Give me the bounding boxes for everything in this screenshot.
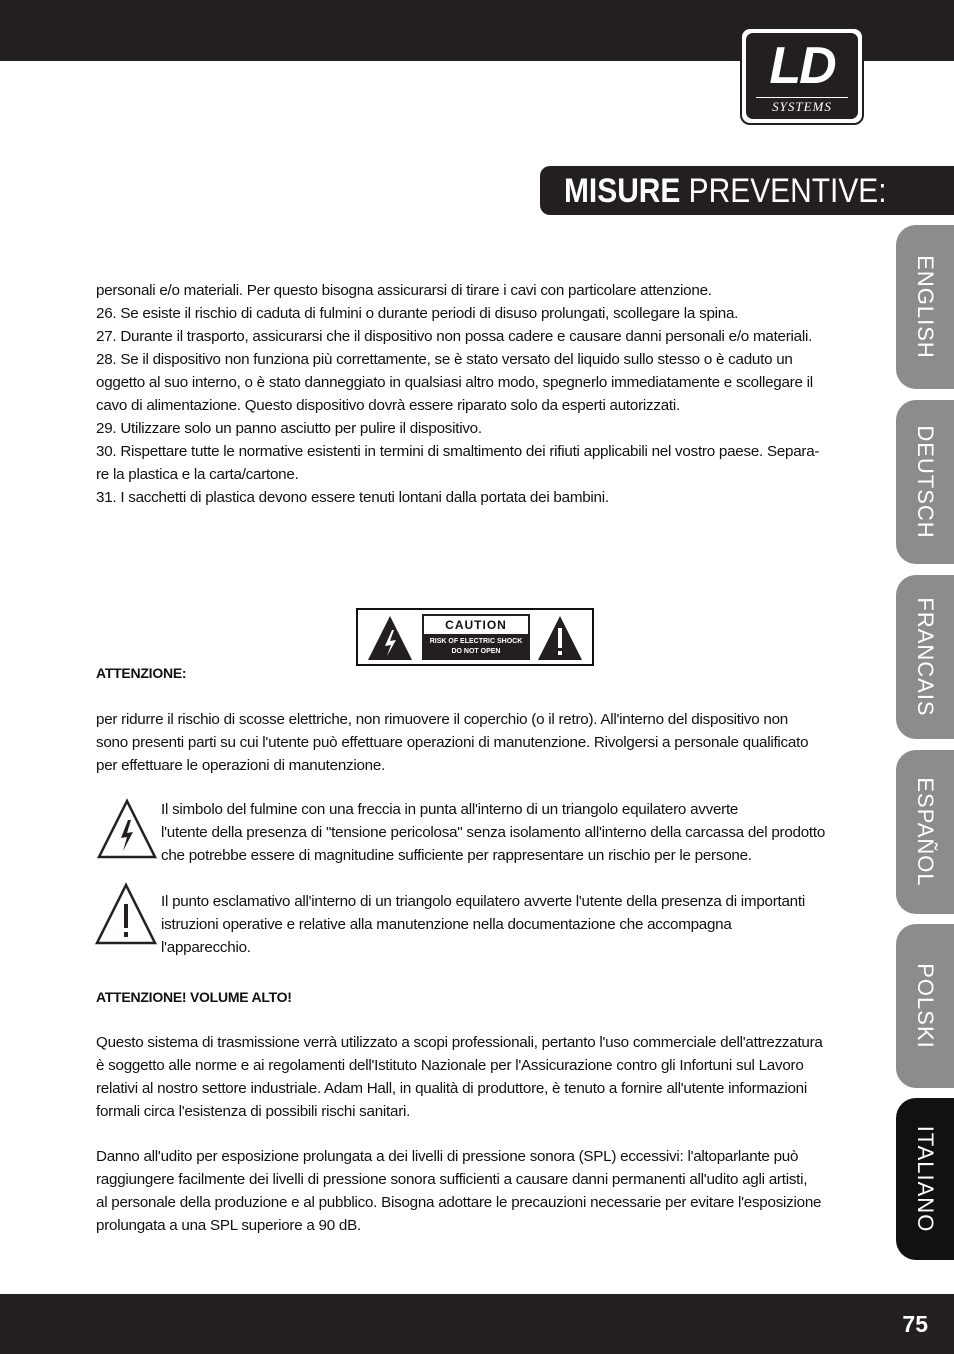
- text-line: formali circa l'esistenza di possibili rischi sanitari.: [96, 1103, 411, 1120]
- tab-francais[interactable]: [896, 575, 954, 739]
- attention-paragraph: [96, 708, 861, 777]
- tab-label: POLSKI: [913, 963, 938, 1049]
- text-line: Il simbolo del fulmine con una freccia in punta all'interno di un triangolo equilatero avverte: [161, 801, 739, 818]
- tab-label: FRANCAIS: [913, 597, 938, 717]
- text-line: oggetto al suo interno, o è stato danneggiato in qualsiasi altro modo, spegnerlo immediatamente e scollegare il: [96, 374, 813, 391]
- text-line: al personale della produzione e al pubblico. Bisogna adottare le precauzioni necessarie per evitare l'esposizione: [96, 1194, 822, 1211]
- caution-line: RISK OF ELECTRIC SHOCK: [429, 638, 523, 645]
- text-line: Danno all'udito per esposizione prolungata a dei livelli di pressione sonora (SPL) eccessivi: l'altoparlante può: [96, 1148, 799, 1165]
- lightning-triangle-icon: [96, 798, 158, 860]
- exclamation-triangle-icon: [94, 882, 158, 946]
- text-line: prolungata a una SPL superiore a 90 dB.: [96, 1217, 361, 1234]
- text-line: 27. Durante il trasporto, assicurarsi che il dispositivo non possa cadere e causare danni personali e/o materiali.: [96, 328, 813, 345]
- caution-subtitle: [422, 637, 530, 657]
- logo-sub-text: SYSTEMS: [772, 99, 832, 114]
- bottom-bar: [0, 1294, 954, 1354]
- text-line: relativi al nostro settore industriale. Adam Hall, in qualità di produttore, è tenuto a fornire all'utente informazioni: [96, 1080, 807, 1097]
- page-number: 75: [902, 1311, 928, 1337]
- lightning-warning-icon: [366, 614, 414, 662]
- text-line: cavo di alimentazione. Questo dispositivo dovrà essere riparato solo da esperti autorizzati.: [96, 397, 680, 414]
- text-line: raggiungere facilmente dei livelli di pressione sonora sufficienti a causare danni permanenti all'udito agli artisti,: [96, 1171, 808, 1188]
- tab-english[interactable]: [896, 225, 954, 389]
- text-line: 28. Se il dispositivo non funziona più correttamente, se è stato versato del liquido sullo stesso o è caduto un: [96, 351, 793, 368]
- intro-paragraph: [96, 279, 861, 509]
- tab-label: ESPAÑOL: [913, 777, 938, 887]
- caution-text-block: [422, 614, 530, 660]
- caution-line: DO NOT OPEN: [451, 648, 501, 655]
- text-line: Il punto esclamativo all'interno di un triangolo equilatero avverte l'utente della presenza di importanti: [161, 893, 805, 910]
- text-line: che potrebbe essere di magnitudine sufficiente per rappresentare un rischio per le persone.: [161, 847, 752, 864]
- section-heading: [540, 166, 954, 215]
- text-line: è soggetto alle norme e ai regolamenti dell'Istituto Nazionale per l'Assicurazione contro gli Infortuni sul Lavoro: [96, 1057, 804, 1074]
- volume-paragraph-1: [96, 1031, 861, 1123]
- text-line: l'utente della presenza di "tensione pericolosa" senza isolamento all'interno della carcassa del prodotto: [161, 824, 826, 841]
- logo-divider: [756, 97, 848, 98]
- tab-polski[interactable]: [896, 924, 954, 1088]
- volume-paragraph-2: [96, 1145, 861, 1237]
- text-line: l'apparecchio.: [161, 939, 251, 956]
- tab-deutsch[interactable]: [896, 400, 954, 564]
- text-line: per ridurre il rischio di scosse elettriche, non rimuovere il coperchio (o il retro). All'interno del dispositivo non: [96, 711, 788, 728]
- tab-italiano[interactable]: [896, 1098, 954, 1260]
- text-line: 30. Rispettare tutte le normative esistenti in termini di smaltimento dei rifiuti applicabili nel vostro paese. Separa-: [96, 443, 820, 460]
- logo-main-text: LD: [769, 37, 835, 95]
- text-line: re la plastica e la carta/cartone.: [96, 466, 299, 483]
- text-line: personali e/o materiali. Per questo bisogna assicurarsi di tirare i cavi con particolare attenzione.: [96, 282, 712, 299]
- exclamation-description: [161, 890, 861, 959]
- lightning-description: [161, 798, 861, 867]
- caution-title: CAUTION: [424, 616, 528, 634]
- tab-espanol[interactable]: [896, 750, 954, 914]
- text-line: sono presenti parti su cui l'utente può effettuare operazioni di manutenzione. Rivolgersi a personale qualificato: [96, 734, 809, 751]
- text-line: 26. Se esiste il rischio di caduta di fulmini o durante periodi di disuso prolungati, scollegare la spina.: [96, 305, 739, 322]
- text-line: per effettuare le operazioni di manutenzione.: [96, 757, 386, 774]
- tab-label: ENGLISH: [913, 255, 938, 359]
- text-line: 31. I sacchetti di plastica devono essere tenuti lontani dalla portata dei bambini.: [96, 489, 609, 506]
- section-title: [564, 170, 887, 212]
- text-line: 29. Utilizzare solo un panno asciutto per pulire il dispositivo.: [96, 420, 482, 437]
- tab-label: ITALIANO: [913, 1125, 938, 1233]
- volume-heading: ATTENZIONE! VOLUME ALTO!: [96, 989, 292, 1005]
- exclamation-warning-icon: [536, 614, 584, 662]
- title-bold: MISURE: [564, 172, 681, 210]
- text-line: Questo sistema di trasmissione verrà utilizzato a scopi professionali, pertanto l'uso commerciale dell'attrezzatura: [96, 1034, 823, 1051]
- text-line: istruzioni operative e relative alla manutenzione nella documentazione che accompagna: [161, 916, 732, 933]
- caution-label: [356, 608, 594, 666]
- ld-systems-logo: [740, 27, 864, 125]
- tab-label: DEUTSCH: [913, 425, 938, 539]
- title-light: PREVENTIVE:: [688, 172, 887, 210]
- attention-heading: ATTENZIONE:: [96, 665, 187, 681]
